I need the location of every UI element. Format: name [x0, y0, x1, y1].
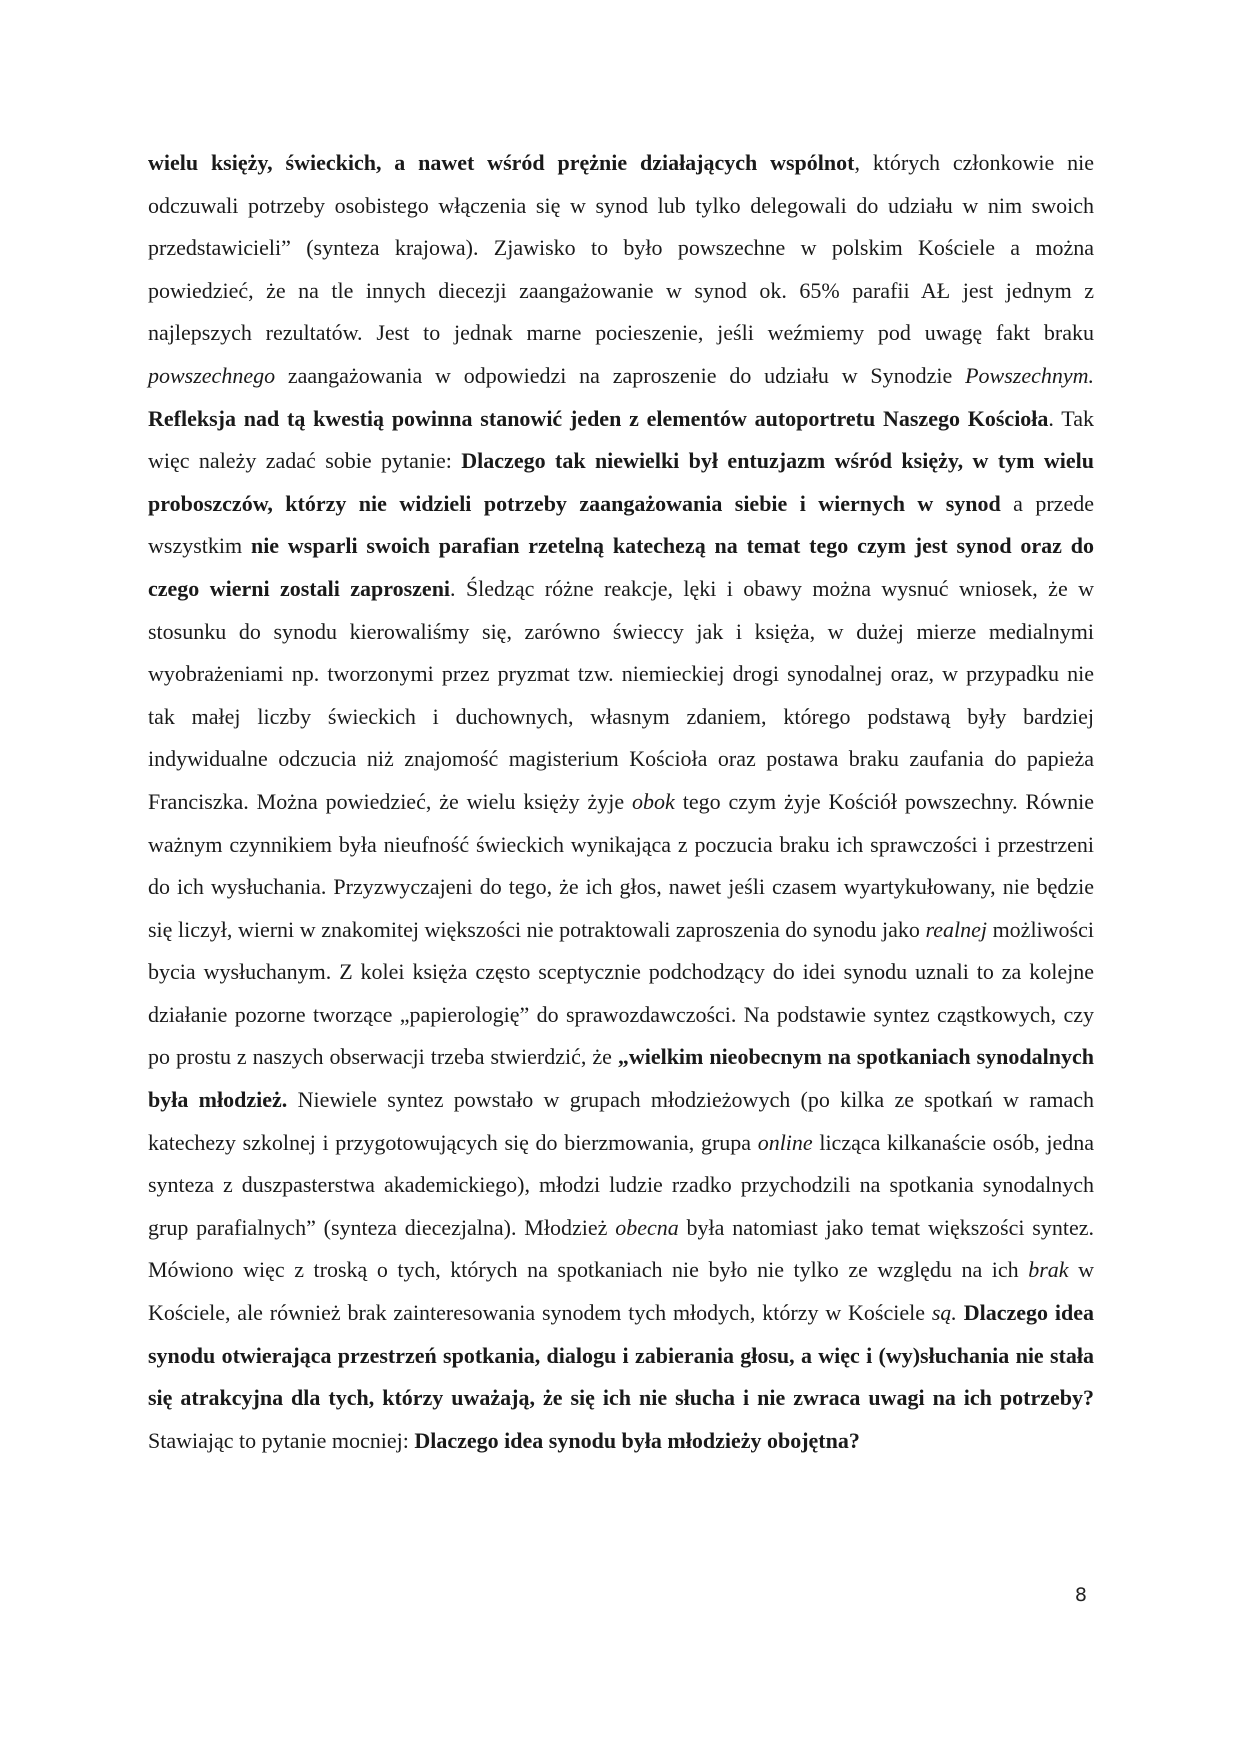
italic-text-run: powszechnego: [148, 362, 276, 388]
italic-text-run: realnej: [925, 916, 987, 942]
italic-text-run: obecna: [615, 1214, 679, 1240]
text-run: Stawiając to pytanie mocniej:: [148, 1427, 415, 1453]
text-run: możliwości bycia wysłuchanym. Z kolei księża często sceptycznie podchodzący do idei synodu uznali to za kolejne działanie pozorne tworzące „papierologię” do sprawozdawczości. Na podstawie syntez cząstkowych, czy po prostu z naszych obserwacji trzeba stwierdzić, że: [148, 916, 1094, 1070]
page-body: [148, 142, 1094, 1462]
page-number: 8: [1074, 1584, 1087, 1606]
italic-text-run: online: [757, 1129, 813, 1155]
main-paragraph: [148, 142, 1094, 1462]
text-run: Niewiele syntez powstało w grupach młodzieżowych (po kilka ze spotkań w ramach katechezy szkolnej i przygotowujących się do bierzmowania, grupa: [148, 1087, 1094, 1155]
bold-text-run: Dlaczego tak niewielki był entuzjazm wśród księży, w tym wielu proboszczów, którzy nie widzieli potrzeby zaangażowania siebie i wiernych w synod: [148, 448, 1094, 516]
text-run: była natomiast jako temat większości syntez. Mówiono więc z troską o tych, których na spotkaniach nie było nie tylko ze względu na ich: [148, 1214, 1094, 1283]
text-run: . Śledząc różne reakcje, lęki i obawy można wysnuć wniosek, że w stosunku do synodu kierowaliśmy się, zarówno świeccy jak i księża, w dużej mierze medialnymi wyobrażeniami np. tworzonymi przez pryzmat tzw. niemieckiej drogi synodalnej oraz, w przypadku nie tak małej liczby świeckich i duchownych, własnym zdaniem, którego podstawą były bardziej indywidualne odczucia niż znajomość magisterium Kościoła oraz postawa braku zaufania do papieża Franciszka. Można powiedzieć, że wielu księży żyje: [148, 575, 1094, 814]
italic-text-run: Powszechnym.: [965, 362, 1094, 388]
text-run: w Kościele, ale również brak zainteresowania synodem tych młodych, którzy w Kościele: [148, 1257, 1095, 1326]
italic-text-run: obok: [632, 788, 675, 814]
italic-text-run: są.: [931, 1300, 957, 1326]
text-run: zaangażowania w odpowiedzi na zaproszenie do udziału w Synodzie: [275, 362, 966, 388]
bold-text-run: Dlaczego idea synodu otwierająca przestrzeń spotkania, dialogu i zabierania głosu, a więc i (wy)słuchania nie stała się atrakcyjna dla tych, którzy uważają, że się ich nie słucha i nie zwraca uwagi na ich potrzeby?: [148, 1300, 1095, 1411]
text-run: , których członkowie nie odczuwali potrzeby osobistego włączenia się w synod lub tylko delegowali do udziału w nim swoich przedstawicieli” (synteza krajowa). Zjawisko to było powszechne w polskim Kościele a można powiedzieć, że na tle innych diecezji zaangażowanie w synod ok. 65% parafii AŁ jest jednym z najlepszych rezultatów. Jest to jednak marne pocieszenie, jeśli weźmiemy pod uwagę fakt braku: [148, 150, 1094, 346]
bold-text-run: Dlaczego idea synodu była młodzieży obojętna?: [414, 1427, 860, 1453]
text-run: tego czym żyje Kościół powszechny. Równie ważnym czynnikiem była nieufność świeckich wynikająca z poczucia braku ich sprawczości i przestrzeni do ich wysłuchania. Przyzwyczajeni do tego, że ich głos, nawet jeśli czasem wyartykułowany, nie będzie się liczył, wierni w znakomitej większości nie potraktowali zaproszenia do synodu jako: [148, 788, 1095, 942]
bold-text-run: wielu księży, świeckich, a nawet wśród prężnie działających wspólnot: [148, 150, 855, 175]
text-run: . Tak więc należy zadać sobie pytanie:: [148, 405, 1094, 474]
text-run: a przede wszystkim: [148, 490, 1094, 559]
text-run: licząca kilkanaście osób, jedna synteza z duszpasterstwa akademickiego), młodzi ludzie rzadko przychodzili na spotkania synodalnych grup parafialnych” (synteza diecezjalna). Młodzież: [148, 1129, 1094, 1240]
bold-text-run: Refleksja nad tą kwestią powinna stanowić jeden z elementów autoportretu Naszego Kościoła: [148, 405, 1049, 431]
italic-text-run: brak: [1028, 1257, 1069, 1283]
bold-text-run: nie wsparli swoich parafian rzetelną katechezą na temat tego czym jest synod oraz do czego wierni zostali zaproszeni: [148, 533, 1094, 601]
text-run: [957, 1300, 964, 1325]
bold-text-run: „wielkim nieobecnym na spotkaniach synodalnych była młodzież.: [148, 1044, 1094, 1113]
